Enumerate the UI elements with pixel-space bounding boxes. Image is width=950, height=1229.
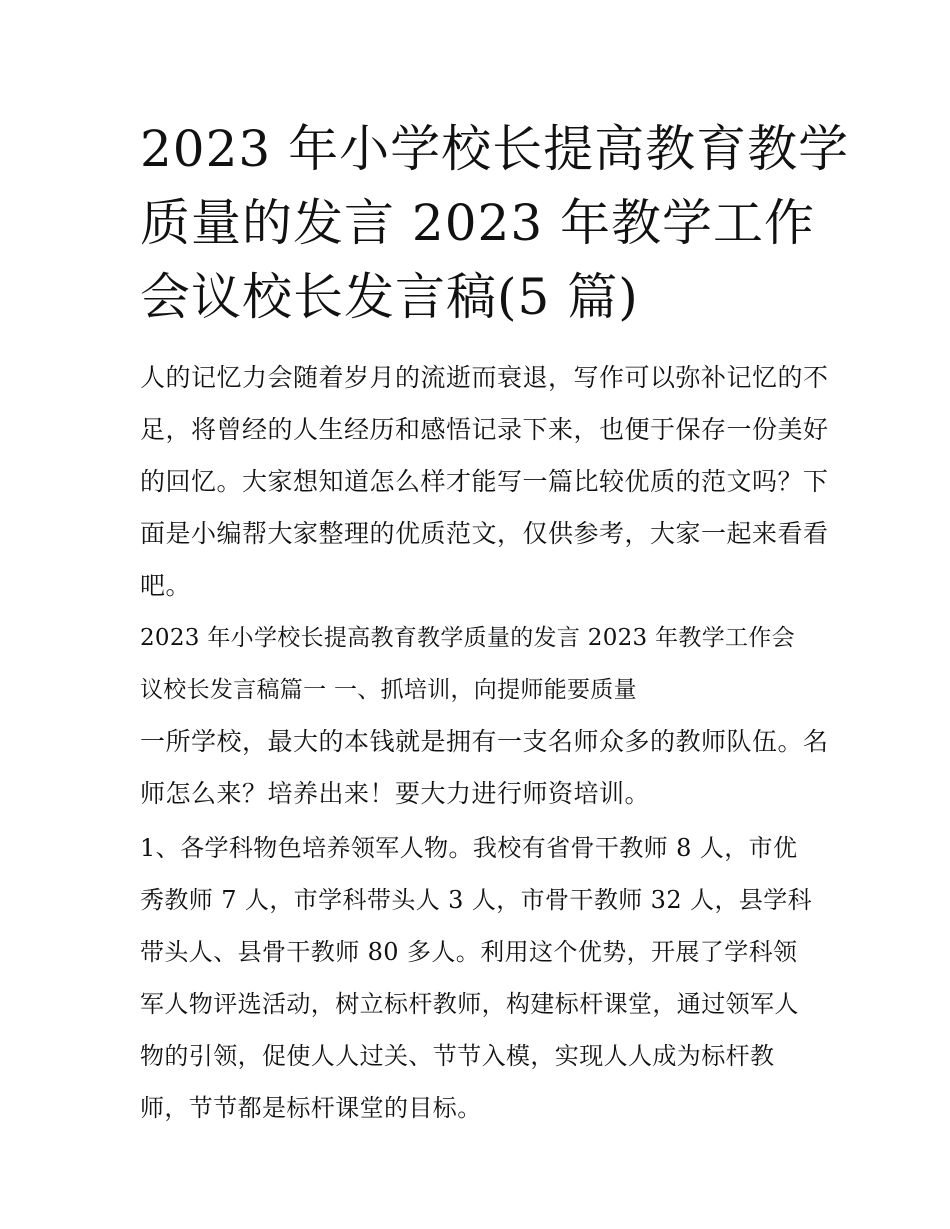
text-line: 的回忆。大家想知道怎么样才能写一篇比较优质的范文吗？下 xyxy=(140,467,829,496)
text-line: 一所学校，最大的本钱就是拥有一支名师众多的教师队伍。名 xyxy=(140,727,829,756)
text-line: 人的记忆力会随着岁月的流逝而衰退，写作可以弥补记忆的不 xyxy=(140,363,829,392)
text-line: 吧。 xyxy=(140,571,192,600)
title-line: 会议校长发言稿(5 篇) xyxy=(140,268,639,326)
text-line: 2023 年小学校长提高教育教学质量的发言 2023 年教学工作会 xyxy=(140,625,795,651)
document-title xyxy=(140,112,850,334)
title-line: 质量的发言 2023 年教学工作 xyxy=(140,194,816,252)
text-line: 秀教师 7 人，市学科带头人 3 人，市骨干教师 32 人，县学科 xyxy=(140,886,813,914)
section-heading xyxy=(140,612,820,716)
text-line: 议校长发言稿篇一 一、抓培训，向提师能要质量 xyxy=(140,677,637,703)
text-line: 师，节节都是标杆课堂的目标。 xyxy=(140,1094,482,1122)
text-line: 面是小编帮大家整理的优质范文，仅供参考，大家一起来看看 xyxy=(140,519,829,548)
text-line: 师怎么来？培养出来！要大力进行师资培训。 xyxy=(140,779,651,808)
body-paragraph xyxy=(140,716,829,820)
body-paragraph xyxy=(140,822,820,1134)
text-line: 军人物评选活动，树立标杆教师，构建标杆课堂，通过领军人 xyxy=(140,990,799,1018)
text-line: 足，将曾经的人生经历和感悟记录下来，也便于保存一份美好 xyxy=(140,415,829,444)
intro-paragraph xyxy=(140,352,829,612)
text-line: 带头人、县骨干教师 80 多人。利用这个优势，开展了学科领 xyxy=(140,938,798,966)
text-line: 1、各学科物色培养领军人物。我校有省骨干教师 8 人，市优 xyxy=(140,834,798,862)
title-line: 2023 年小学校长提高教育教学 xyxy=(140,120,850,178)
text-line: 物的引领，促使人人过关、节节入模，实现人人成为标杆教 xyxy=(140,1042,775,1070)
document-body xyxy=(140,352,829,1134)
